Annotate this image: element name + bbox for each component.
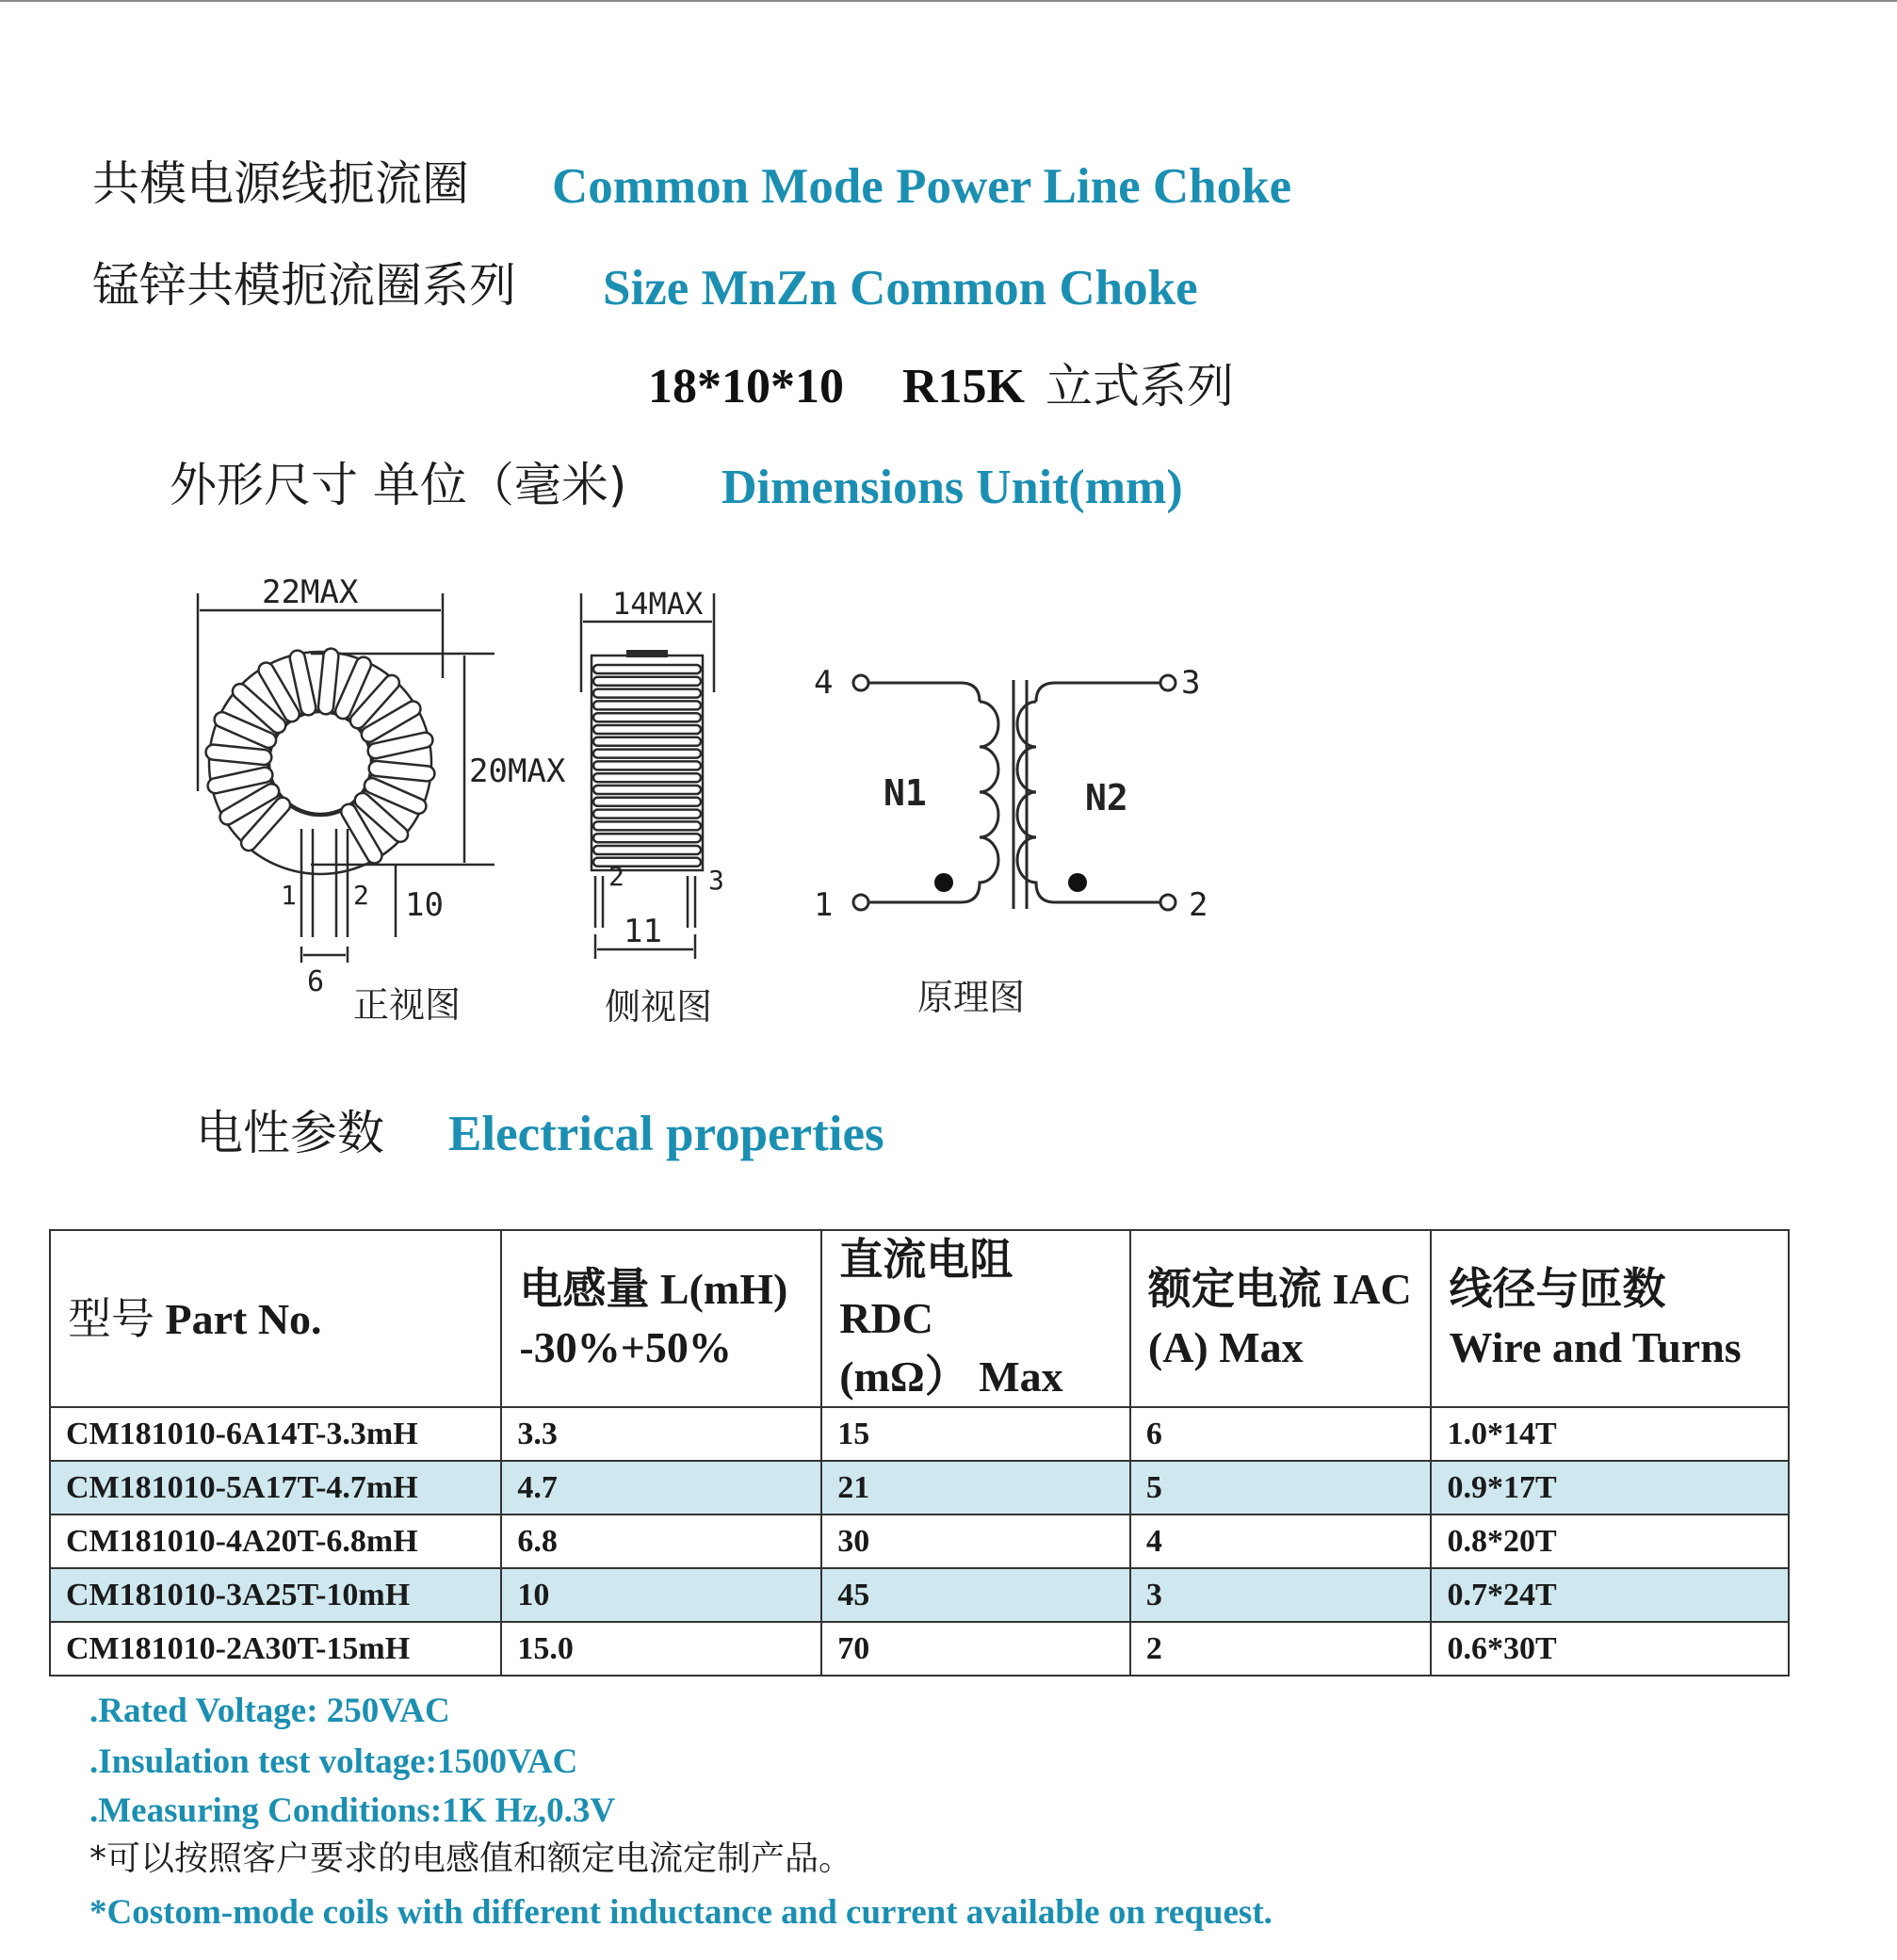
side-winding (593, 725, 701, 734)
header-part-no: 型号 Part No. (50, 1230, 501, 1407)
side-winding (593, 773, 701, 782)
title-zh-2: 锰锌共模扼流圈系列 (92, 258, 516, 313)
side-winding (593, 701, 701, 709)
winding-turn (317, 648, 339, 715)
cell-part: CM181010-3A25T-10mH (50, 1568, 501, 1622)
table-row (50, 1461, 1789, 1515)
side-winding (593, 798, 701, 806)
dimensions-heading-zh: 外形尺寸 单位（毫米) (170, 458, 627, 512)
cell-rdc: 70 (821, 1622, 1130, 1676)
table-row (50, 1407, 1789, 1461)
cell-part: CM181010-6A14T-3.3mH (50, 1407, 501, 1461)
cell-wire: 1.0*14T (1431, 1407, 1789, 1461)
side-winding (593, 834, 701, 842)
title-en-2: Size MnZn Common Choke (603, 261, 1198, 316)
cell-current: 4 (1130, 1515, 1432, 1568)
cell-part: CM181010-5A17T-4.7mH (50, 1461, 501, 1515)
front-width-label: 22MAX (262, 574, 359, 611)
cell-part: CM181010-2A30T-15mH (50, 1622, 501, 1676)
side-winding (593, 750, 701, 758)
side-winding (593, 677, 701, 686)
cell-inductance: 15.0 (501, 1622, 821, 1676)
electrical-heading-en: Electrical properties (448, 1107, 884, 1161)
table-row (50, 1515, 1789, 1568)
winding-turn (368, 760, 435, 782)
winding-turn (205, 744, 272, 766)
front-view-caption: 正视图 (353, 984, 462, 1026)
side-width-label: 14MAX (612, 586, 704, 622)
side-winding (593, 761, 701, 769)
series-zh: 立式系列 (1046, 359, 1234, 413)
side-view-caption: 侧视图 (605, 986, 713, 1028)
electrical-heading-zh: 电性参数 (196, 1106, 384, 1160)
side-pin3-label: 3 (708, 865, 724, 896)
cell-inductance: 3.3 (501, 1407, 821, 1461)
side-pin2-label: 2 (608, 861, 624, 892)
cell-rdc: 45 (821, 1568, 1130, 1622)
side-winding (593, 846, 701, 854)
front-pitch-label: 6 (307, 965, 325, 998)
header-wire-turns: 线径与匝数 Wire and Turns (1431, 1230, 1789, 1407)
front-pin2-label: 2 (353, 880, 369, 911)
note-insulation-voltage: .Insulation test voltage:1500VAC (89, 1742, 578, 1781)
series-model: R15K (902, 360, 1025, 413)
side-winding (593, 665, 701, 673)
side-winding (593, 821, 701, 830)
cell-wire: 0.8*20T (1431, 1515, 1789, 1568)
cell-wire: 0.6*30T (1431, 1622, 1789, 1676)
side-winding (593, 786, 701, 794)
series-size: 18*10*10 (648, 360, 844, 413)
cell-current: 3 (1130, 1568, 1432, 1622)
side-winding (593, 737, 701, 746)
front-height-label: 20MAX (469, 753, 566, 790)
cell-current: 6 (1130, 1407, 1432, 1461)
cell-rdc: 30 (821, 1515, 1130, 1568)
note-rated-voltage: .Rated Voltage: 250VAC (89, 1692, 450, 1730)
schematic-n2: N2 (1085, 777, 1128, 818)
side-pitch-label: 11 (624, 913, 662, 950)
cell-rdc: 15 (821, 1407, 1130, 1461)
cell-part: CM181010-4A20T-6.8mH (50, 1515, 501, 1568)
header-rated-current: 额定电流 IAC (A) Max (1130, 1230, 1432, 1407)
dimensions-heading-en: Dimensions Unit(mm) (722, 461, 1183, 514)
front-pin1-label: 1 (281, 880, 297, 911)
schematic-pin1: 1 (814, 886, 834, 924)
note-custom-zh: *可以按照客户要求的电感值和额定电流定制产品。 (89, 1839, 853, 1878)
table-row (50, 1568, 1789, 1622)
note-measuring-conditions: .Measuring Conditions:1K Hz,0.3V (89, 1791, 616, 1830)
cell-rdc: 21 (821, 1461, 1130, 1515)
side-winding (593, 713, 701, 721)
electrical-properties-table (49, 1229, 1790, 1677)
cell-wire: 0.9*17T (1431, 1461, 1789, 1515)
table-header-row (50, 1230, 1789, 1407)
cell-inductance: 4.7 (501, 1461, 821, 1515)
title-en-1: Common Mode Power Line Choke (552, 159, 1292, 214)
table-row (50, 1622, 1789, 1676)
cell-wire: 0.7*24T (1431, 1568, 1789, 1622)
note-custom-en: *Costom-mode coils with different inductance and current available on request. (89, 1893, 1273, 1932)
schematic-pin4: 4 (814, 664, 834, 702)
cell-current: 2 (1130, 1622, 1432, 1676)
header-inductance: 电感量 L(mH) -30%+50% (501, 1230, 821, 1407)
schematic-n1: N1 (884, 772, 927, 814)
schematic-caption: 原理图 (917, 977, 1026, 1018)
front-lead-label: 10 (405, 886, 444, 924)
side-winding (593, 810, 701, 818)
schematic-pin2: 2 (1189, 886, 1208, 924)
cell-inductance: 6.8 (501, 1515, 821, 1568)
schematic-pin3: 3 (1181, 664, 1201, 702)
title-zh-1: 共模电源线扼流圈 (92, 156, 469, 211)
cell-current: 5 (1130, 1461, 1432, 1515)
cell-inductance: 10 (501, 1568, 821, 1622)
header-rdc: 直流电阻 RDC (mΩ） Max (821, 1230, 1130, 1407)
side-winding (593, 689, 701, 698)
